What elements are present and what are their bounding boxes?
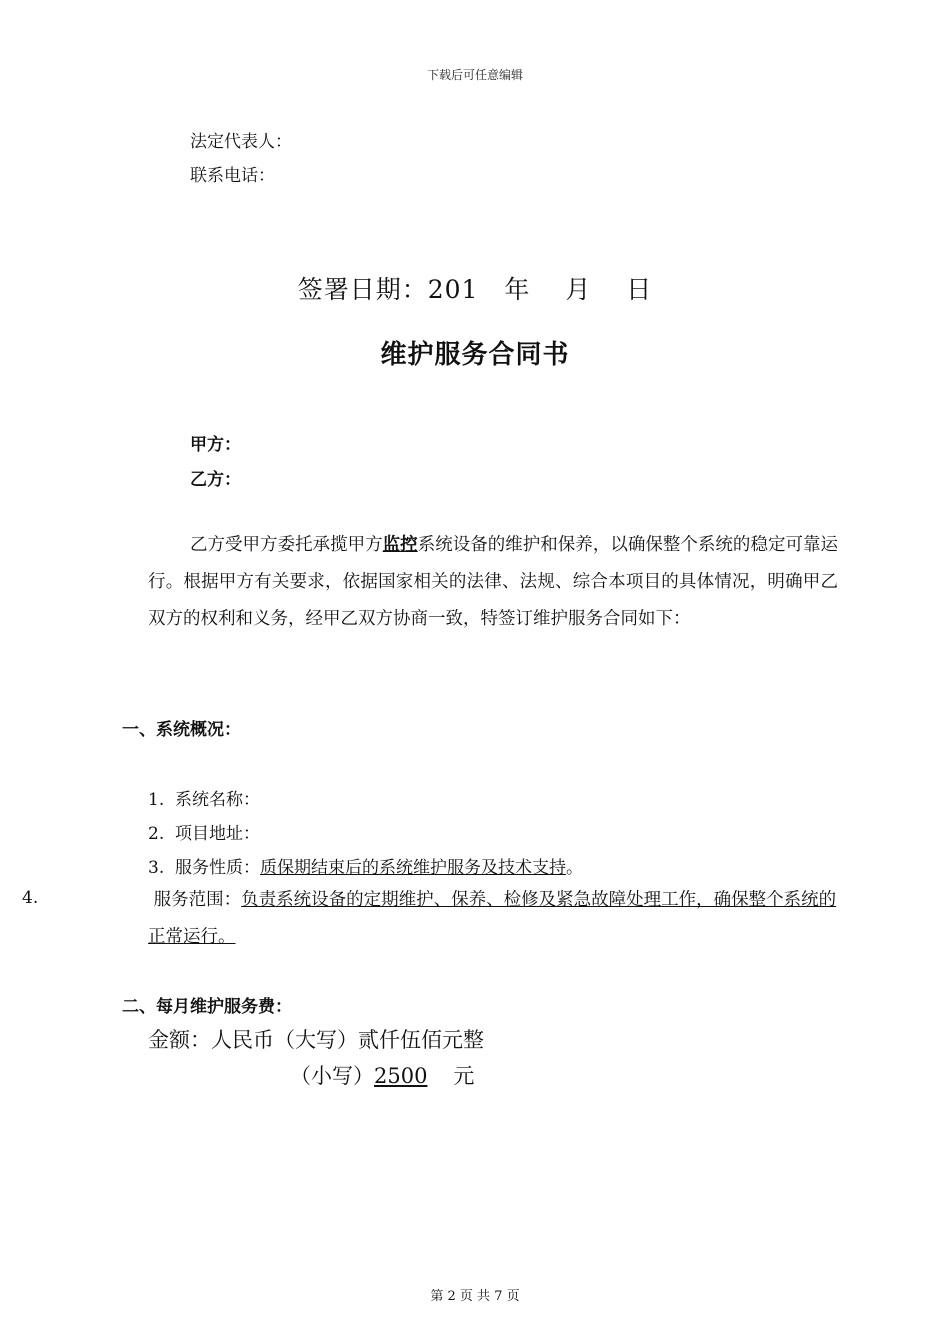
item-label: 服务范围： (153, 890, 242, 910)
item-label: 项目地址： (175, 824, 261, 844)
party-b-label: 乙方： (190, 470, 241, 490)
item-number: 1. (148, 790, 165, 810)
party-a-label: 甲方： (190, 435, 241, 455)
item-number: 2. (148, 824, 165, 844)
page-header-note: 下载后可任意编辑 (426, 68, 523, 82)
intro-paragraph (148, 527, 838, 638)
item-suffix: 。 (566, 858, 584, 878)
item-value: 负责系统设备的定期维护、保养、检修及紧急故障处理工作，确保整个系统的正常运行。 (148, 890, 837, 947)
phone-label: 联系电话： (190, 166, 275, 186)
item-label: 服务性质： (175, 858, 261, 878)
document-title: 维护服务合同书 (380, 340, 570, 370)
section1-heading: 一、系统概况： (122, 720, 241, 740)
list-item (148, 785, 260, 810)
amount-uppercase: 金额：人民币（大写）贰仟伍佰元整 (148, 1028, 484, 1052)
item-number-4: 4. (22, 888, 39, 908)
signing-date-line: 签署日期：201 年 月 日 (297, 275, 653, 304)
list-item (148, 882, 838, 956)
list-item (148, 853, 583, 878)
intro-text-part1: 乙方受甲方委托承揽甲方 (190, 535, 383, 555)
amount-lowercase-line (290, 1060, 474, 1090)
list-item (148, 819, 260, 844)
item-label: 系统名称： (175, 790, 261, 810)
item-number: 3. (148, 858, 165, 878)
currency-unit: 元 (453, 1064, 475, 1088)
intro-emphasis: 监控 (382, 535, 418, 555)
page-number: 第 2 页 共 7 页 (430, 1289, 520, 1304)
section2-heading: 二、每月维护服务费： (122, 997, 292, 1017)
small-label: （小写） (290, 1064, 374, 1088)
item-value: 质保期结束后的系统维护服务及技术支持 (260, 858, 567, 878)
small-value: 2500 (374, 1064, 428, 1088)
legal-representative-label: 法定代表人： (190, 132, 292, 152)
intro-text-part2: 系统设备的维护和保养，以确保整个系统的稳定可靠运行。根据甲方有关要求，依据国家相关的法律、法规、综合本项目的具体情况，明确甲乙双方的权利和义务，经甲乙双方协商一致，特签订维护服务合同如下： (148, 535, 839, 629)
